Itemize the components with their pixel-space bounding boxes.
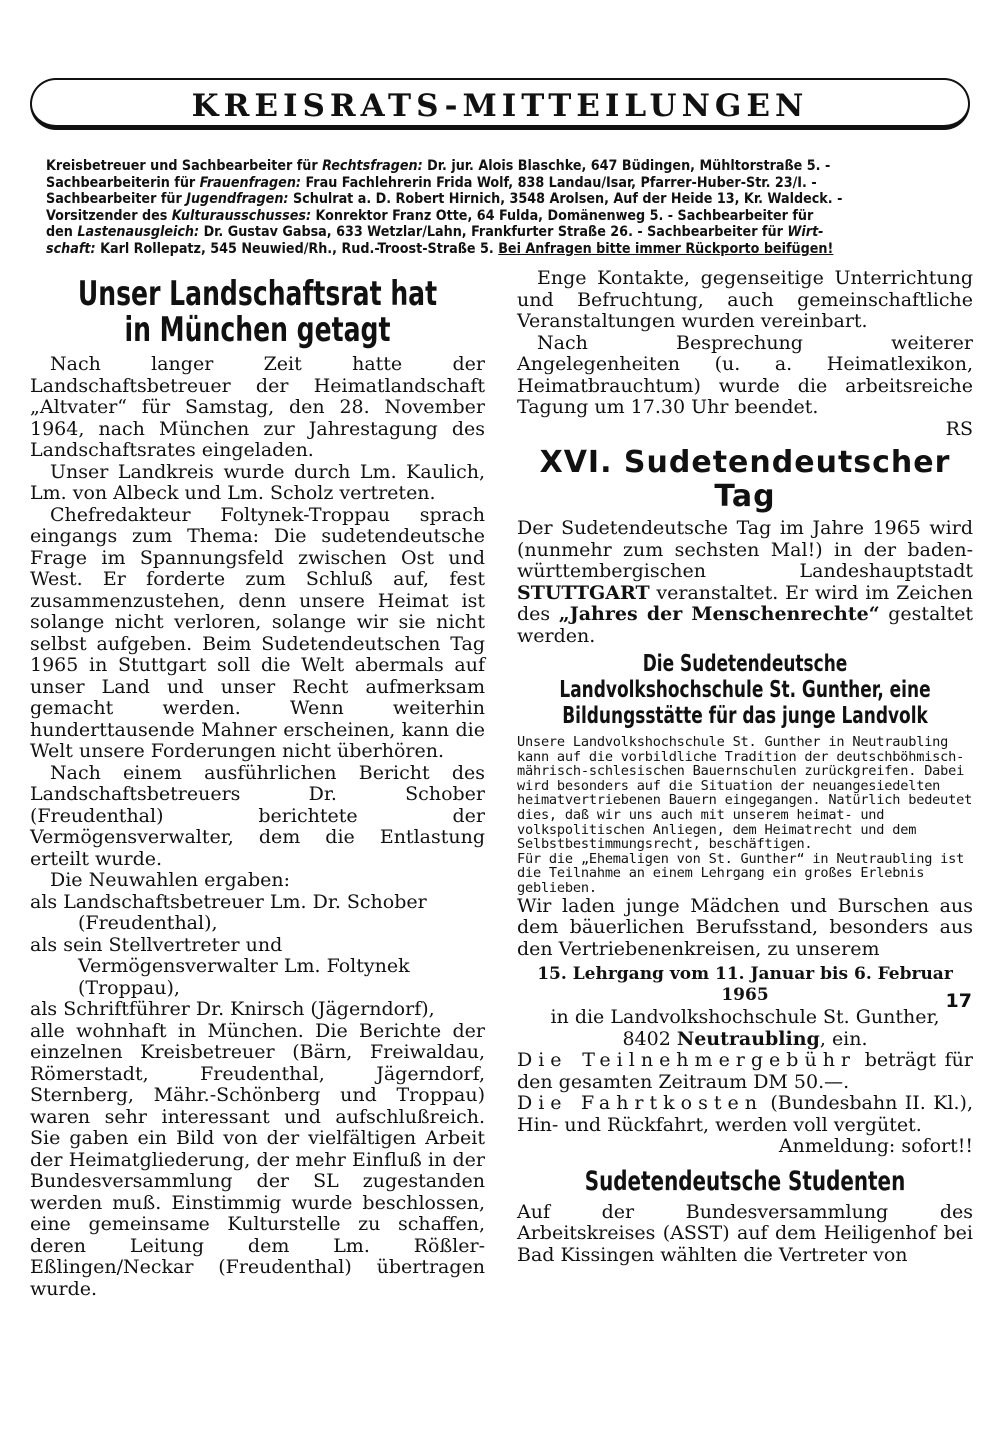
article-title-landvolkshochschule: Die Sudetendeutsche Landvolkshochschule St. Gunther, eine Bildungsstätte für das junge Landvolk [559,651,931,729]
right-column [517,268,973,1266]
paragraph: Nach einem ausführlichen Bericht des Landschaftsbetreuers Dr. Schober (Freudenthal) berichtete der Vermögensverwalter, dem die Entlastung erteilt wurde. [30,761,485,870]
paragraph: Wir laden junge Mädchen und Burschen aus dem bäuerlichen Berufsstand, besonders aus den Vertriebenenkreisen, zu unserem [517,894,973,960]
author-signature: RS [945,417,973,440]
paragraph: alle wohnhaft in München. Die Berichte der einzelnen Kreisbetreuer (Bärn, Freiwaldau, Römerstadt, Freudenthal, Jägerndorf, Sternberg, Mähr.-Schönberg und Troppau) waren sehr interessant und aufschlußreich. Sie gaben ein Bild von der vielfältigen Arbeit der Heimatgliederung, der mehr Einfluß in der Bundesversammlung der SL zugestanden werden muß. Einstimmig wurde beschlossen, eine gemeinsame Kulturstelle zu schaffen, deren Leitung dem Lm. Rößler-Eßlingen/Neckar (Freudenthal) übertragen wurde. [30,1019,485,1300]
course-dates: 15. Lehrgang vom 11. Januar bis 6. Februar 1965 [537,964,953,1006]
contact-line: Vorsitzender des Kulturausschusses: Konrektor Franz Otte, 64 Fulda, Domänenweg 5. - Sachbearbeiter für [46,207,814,224]
article-title-landschaftsrat: Unser Landschaftsrat hat in München getagt [77,274,438,350]
contact-line: Sachbearbeiter für Jugendfragen: Schulrat a. D. Robert Hirnich, 3548 Arolsen, Auf der Heide 13, Kr. Waldeck. - [46,191,843,208]
paragraph: Nach langer Zeit hatte der Landschaftsbetreuer der Heimatlandschaft „Altvater“ für Samstag, den 28. November 1964, nach München zur Jahrestagung des Landschaftsrates eingeladen. [30,353,485,461]
article-title-studenten: Sudetendeutsche Studenten [584,1165,906,1197]
banner-title: KREISRATS-MITTEILUNGEN [191,88,809,124]
paragraph: Der Sudetendeutsche Tag im Jahre 1965 wird (nunmehr zum sechsten Mal!) in der baden-württembergischen Landeshauptstadt STUTTGART veranstaltet. Er wird im Zeichen des „Jahres der Menschenrechte“ gestaltet werden. [517,517,973,647]
contact-line: Kreisbetreuer und Sachbearbeiter für Rechtsfragen: Dr. jur. Alois Blaschke, 647 Büdingen, Mühltorstraße 5. - [46,158,831,174]
registration-note: Anmeldung: sofort!! [778,1135,973,1158]
election-item: als sein Stellvertreter und Vermögensverwalter Lm. Foltynek (Troppau), [30,933,410,999]
contact-line: Sachbearbeiterin für Frauenfragen: Frau Fachlehrerin Frida Wolf, 838 Landau/Isar, Pfarrer-Huber-Str. 23/I. - [46,174,817,191]
small-paragraph: Unsere Landvolkshochschule St. Gunther in Neutraubling kann auf die vorbildliche Tradition der deutschböhmisch-mährisch-schlesischen Bauernschulen zurückgreifen. Dabei wird besonders auf die Situation der neuangesiedelten heimatvertriebenen Bauern eingegangen. Natürlich bedeutet dies, daß wir uns auch mit unserem heimat- und volkspolitischen Anliegen, dem Heimatrecht und dem Selbstbestimmungsrecht, beschäftigen. [517,734,973,853]
course-location: 8402 Neutraubling, ein. [622,1028,868,1051]
return-postage-note: Bei Anfragen bitte immer Rückporto beifügen! [498,240,834,257]
course-location: in die Landvolkshochschule St. Gunther, [550,1006,940,1029]
page-number: 17 [945,990,972,1012]
contacts-block [46,158,976,258]
paragraph: Nach Besprechung weiterer Angelegenheiten (u. a. Heimatlexikon, Heimatbrauchtum) wurde die arbeitsreiche Tagung um 17.30 Uhr beendet. RS [517,331,973,440]
small-paragraph: Für die „Ehemaligen von St. Gunther“ in Neutraubling ist die Teilnahme an einem Lehrgang ein großes Erlebnis geblieben. [517,850,965,896]
travel-cost-paragraph: Die Fahrtkosten (Bundesbahn II. Kl.), Hin- und Rückfahrt, werden voll vergütet. Anmeldung: sofort!! [517,1092,973,1158]
paragraph: Enge Kontakte, gegenseitige Unterrichtung und Befruchtung, auch gemeinschaftliche Veranstaltungen wurden vereinbart. [517,267,973,332]
contact-line: den Lastenausgleich: Dr. Gustav Gabsa, 633 Wetzlar/Lahn, Frankfurter Straße 26. - Sachbearbeiter für Wirt- [46,224,824,241]
contact-line: schaft: Karl Rollepatz, 545 Neuwied/Rh., Rud.-Troost-Straße 5. Bei Anfragen bitte immer Rückporto beifügen! [46,240,834,257]
fee-paragraph: Die Teilnehmergebühr beträgt für den gesamten Zeitraum DM 50.—. [517,1049,973,1093]
header-banner [30,78,970,130]
left-column [30,268,485,1300]
paragraph: Unser Landkreis wurde durch Lm. Kaulich, Lm. von Albeck und Lm. Scholz vertreten. [30,460,485,504]
election-item: als Landschaftsbetreuer Lm. Dr. Schober (Freudenthal), [30,890,427,934]
election-item: als Schriftführer Dr. Knirsch (Jägerndorf), [30,998,435,1020]
paragraph: Die Neuwahlen ergaben: [50,869,290,891]
paragraph: Auf der Bundesversammlung des Arbeitskreises (ASST) auf dem Heiligenhof bei Bad Kissingen wählten die Vertreter von [517,1200,973,1266]
paragraph: Chefredakteur Foltynek-Troppau sprach eingangs zum Thema: Die sudetendeutsche Frage im Spannungsfeld zwischen Ost und West. Er forderte zum Schluß auf, fest zusammenzustehen, denn unsere Heimat ist solange nicht verloren, solange wir sie nicht selbst aufgeben. Beim Sudetendeutschen Tag 1965 in Stuttgart soll die Welt abermals auf unser Land und unser Recht aufmerksam gemacht werden. Wenn weiterhin hunderttausende Mahner erscheinen, kann die Welt unsere Forderungen nicht überhören. [30,503,485,762]
article-title-sudetendeutscher-tag: XVI. Sudetendeutscher Tag [539,445,951,514]
